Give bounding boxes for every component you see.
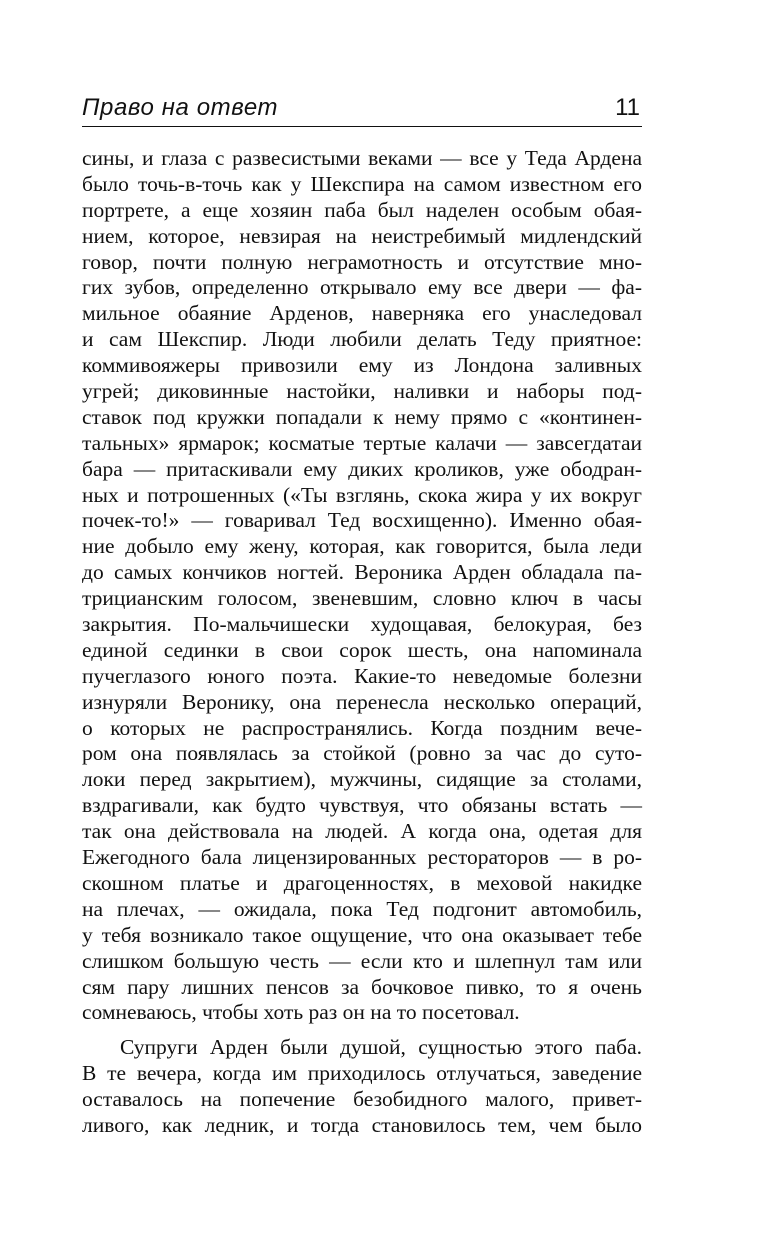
text-line: вздрагивали, как будто чувствуя, что обязаны встать — (82, 793, 642, 818)
text-line: коммивояжеры привозили ему из Лондона заливных (82, 353, 642, 378)
text-line: у тебя возникало такое ощущение, что она оказывает тебе (82, 922, 642, 947)
text-line: Супруги Арден были душой, сущностью этого паба. (120, 1035, 642, 1060)
text-line: Ежегодного бала лицензированных рестораторов — в ро- (82, 845, 642, 870)
text-line: закрытия. По-мальчишески худощавая, белокурая, без (82, 612, 642, 637)
paragraph (82, 1035, 642, 1139)
text-line: на плечах, — ожидала, пока Тед подгонит автомобиль, (82, 896, 642, 921)
text-line: слишком большую честь — если кто и шлепнул там или (82, 948, 642, 973)
text-line: тальных» ярмарок; косматые тертые калачи — завсегдатаи (82, 430, 642, 455)
text-line: скошном платье и драгоценностях, в меховой накидке (82, 870, 642, 895)
text-line: нием, которое, невзирая на неистребимый мидлендский (82, 223, 642, 248)
text-line: ром она появлялась за стойкой (ровно за час до суто- (82, 741, 642, 766)
text-line: сомневаюсь, чтобы хоть раз он на то посетовал. (82, 1000, 520, 1025)
text-line: В те вечера, когда им приходилось отлучаться, заведение (82, 1061, 642, 1086)
page-number: 11 (615, 94, 640, 121)
paragraph (82, 146, 642, 1026)
text-line: оставалось на попечение безобидного малого, привет- (82, 1087, 642, 1112)
text-line: единой сединки в свои сорок шесть, она напоминала (82, 637, 642, 662)
text-line: угрей; диковинные настойки, наливки и наборы под- (82, 379, 642, 404)
text-line: почек-то!» — говаривал Тед восхищенно). Именно обая- (82, 508, 642, 533)
text-line: мильное обаяние Арденов, наверняка его унаследовал (82, 301, 642, 326)
text-line: ставок под кружки попадали к нему прямо с «континен- (82, 404, 642, 429)
header-rule (82, 126, 642, 127)
text-line: трицианским голосом, звеневшим, словно ключ в часы (82, 586, 642, 611)
text-line: бара — притаскивали ему диких кроликов, уже ободран- (82, 456, 642, 481)
text-line: портрете, а еще хозяин паба был наделен особым обая- (82, 197, 642, 222)
body-text (82, 146, 642, 1139)
text-line: было точь-в-точь как у Шекспира на самом известном его (82, 171, 642, 196)
text-line: до самых кончиков ногтей. Вероника Арден обладала па- (82, 560, 642, 585)
text-line: так она действовала на людей. А когда она, одетая для (82, 819, 642, 844)
running-title: Право на ответ (82, 94, 279, 121)
text-line: сям пару лишних пенсов за бочковое пивко, то я очень (82, 974, 642, 999)
text-line: ливого, как ледник, и тогда становилось тем, чем было (82, 1112, 642, 1137)
running-header (82, 94, 642, 124)
text-line: локи перед закрытием), мужчины, сидящие за столами, (82, 767, 642, 792)
text-line: о которых не распространялись. Когда поздним вече- (82, 715, 642, 740)
text-line: сины, и глаза с развесистыми веками — все у Теда Ардена (82, 146, 642, 170)
text-line: изнуряли Веронику, она перенесла несколько операций, (82, 689, 642, 714)
text-line: говор, почти полную неграмотность и отсутствие мно- (82, 249, 642, 274)
text-line: гих зубов, определенно открывало ему все двери — фа- (82, 275, 642, 300)
text-line: и сам Шекспир. Люди любили делать Теду приятное: (82, 327, 642, 352)
text-line: ние добыло ему жену, которая, как говорится, была леди (82, 534, 642, 559)
text-line: пучеглазого юного поэта. Какие-то неведомые болезни (82, 663, 642, 688)
text-line: ных и потрошенных («Ты взглянь, скока жира у их вокруг (82, 482, 642, 507)
